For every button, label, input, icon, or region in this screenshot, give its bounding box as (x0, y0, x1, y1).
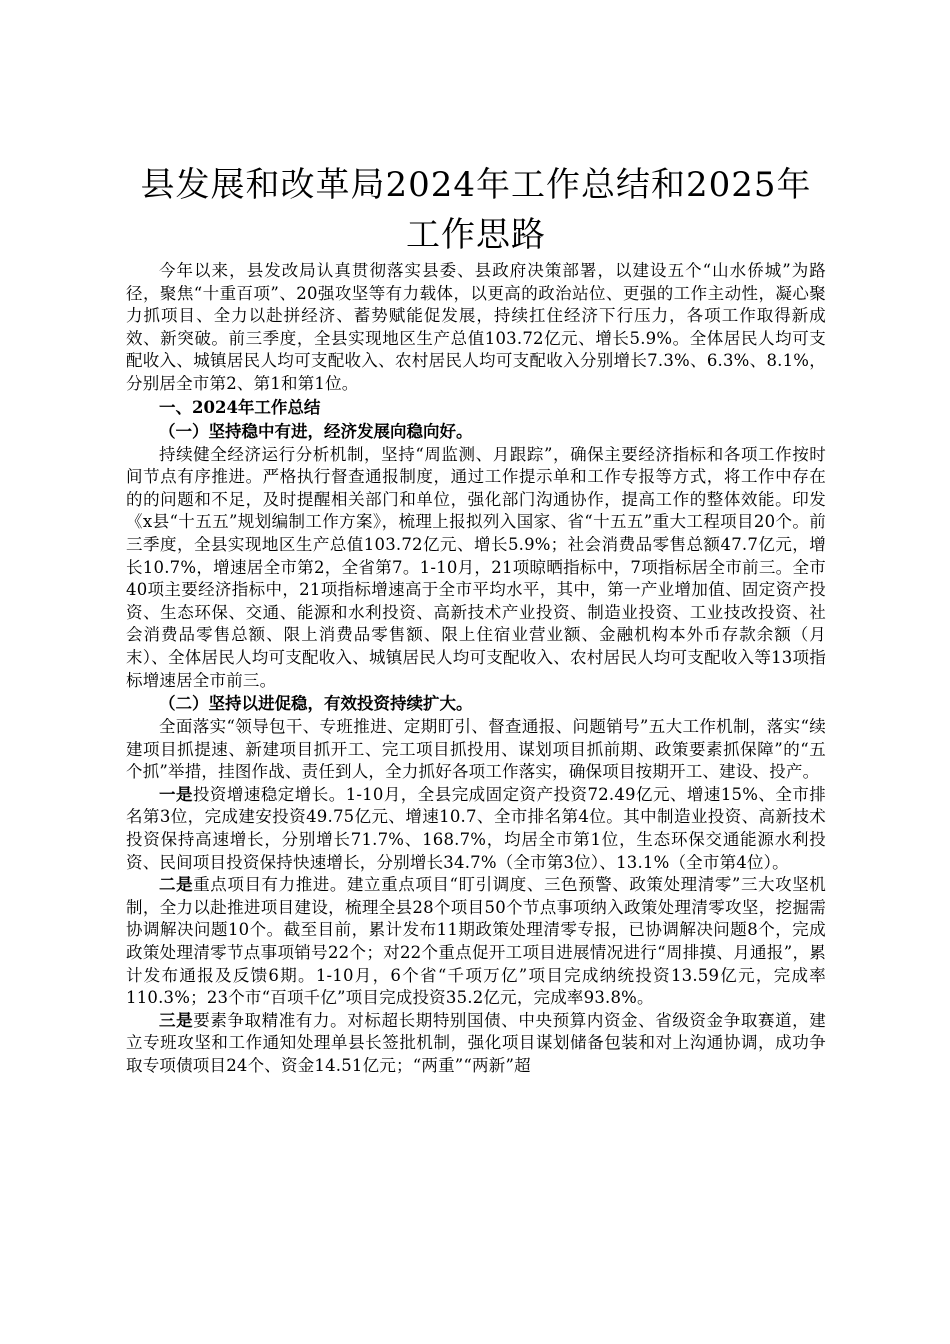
subsection-heading-1: （一）坚持稳中有进，经济发展向稳向好。 (159, 421, 473, 441)
intro-paragraph: 今年以来，县发改局认真贯彻落实县委、县政府决策部署，以建设五个“山水侨城”为路径，聚焦“十重百项”、20强攻坚等有力载体，以更高的政治站位、更强的工作主动性，凝心聚力抓项目、全力以赴拼经济、蓄势赋能促发展，持续扛住经济下行压力，各项工作取得新成效、新突破。前三季度，全县实现地区生产总值103.72亿元、增长5.9%。全体居民人均可支配收入、城镇居民人均可支配收入、农村居民人均可支配收入分别增长7.3%、6.3%、8.1%，分别居全市第2、第1和第1位。 (126, 261, 826, 393)
document-title: 县发展和改革局2024年工作总结和2025年工作思路 (140, 165, 812, 255)
item-1-paragraph (126, 784, 826, 874)
item-2-text: 重点项目有力推进。建立重点项目“盯引调度、三色预警、政策处理清零”三大攻坚机制，全力以赴推进项目建设，梳理全县28个项目50个节点事项纳入政策处理清零攻坚，挖掘需协调解决问题10个。截至目前，累计发布11期政策处理清零专报，已协调解决问题8个，完成政策处理清零节点事项销号22个；对22个重点促开工项目进展情况进行“周排摸、月通报”，累计发布通报及反馈6期。1-10月，6个省“千项万亿”项目完成纳统投资13.59亿元，完成率110.3%；23个市“百项千亿”项目完成投资35.2亿元，完成率93.8%。 (126, 875, 826, 1008)
item-1-lead: 一是 (159, 784, 193, 804)
section-heading-2024-summary: 一、2024年工作总结 (159, 397, 321, 417)
subsection-2-paragraph: 全面落实“领导包干、专班推进、定期盯引、督查通报、问题销号”五大工作机制，落实“续建项目抓提速、新建项目抓开工、完工项目抓投用、谋划项目抓前期、政策要素抓保障”的“五个抓”举措，挂图作战、责任到人，全力抓好各项工作落实，确保项目按期开工、建设、投产。 (126, 717, 826, 782)
item-3-paragraph (126, 1010, 826, 1078)
subsection-1-paragraph: 持续健全经济运行分析机制，坚持“周监测、月跟踪”，确保主要经济指标和各项工作按时间节点有序推进。严格执行督查通报制度，通过工作提示单和工作专报等方式，将工作中存在的的问题和不足，及时提醒相关部门和单位，强化部门沟通协作，提高工作的整体效能。印发《x县“十五五”规划编制工作方案》，梳理上报拟列入国家、省“十五五”重大工程项目20个。前三季度，全县实现地区生产总值103.72亿元、增长5.9%；社会消费品零售总额47.7亿元，增长10.7%，增速居全市第2，全省第7。1-10月，21项晾晒指标中，7项指标居全市前三。全市40项主要经济指标中，21项指标增速高于全市平均水平，其中，第一产业增加值、固定资产投资、生态环保、交通、能源和水利投资、高新技术产业投资、制造业投资、工业技改投资、社会消费品零售总额、限上消费品零售额、限上住宿业营业额、金融机构本外币存款余额（月末）、全体居民人均可支配收入、城镇居民人均可支配收入、农村居民人均可支配收入等13项指标增速居全市前三。 (126, 444, 826, 690)
item-2-lead: 二是 (159, 875, 194, 895)
subsection-heading-2: （二）坚持以进促稳，有效投资持续扩大。 (159, 694, 473, 714)
item-1-text: 投资增速稳定增长。1-10月，全县完成固定资产投资72.49亿元、增速15%、全市排名第3位，完成建安投资49.75亿元、增速10.7、全市排名第4位。其中制造业投资、高新技术投资保持高速增长，分别增长71.7%、168.7%，均居全市第1位，生态环保交通能源水利投资、民间项目投资保持快速增长，分别增长34.7%（全市第3位）、13.1%（全市第4位）。 (126, 784, 826, 872)
item-2-paragraph (126, 874, 826, 1010)
item-3-text: 要素争取精准有力。对标超长期特别国债、中央预算内资金、省级资金争取赛道，建立专班攻坚和工作通知处理单县长签批机制，强化项目谋划储备包装和对上沟通协调，成功争取专项债项目24个、资金14.51亿元；“两重”“两新”超 (126, 1010, 826, 1075)
document-page (126, 160, 826, 1078)
item-3-lead: 三是 (159, 1010, 194, 1030)
